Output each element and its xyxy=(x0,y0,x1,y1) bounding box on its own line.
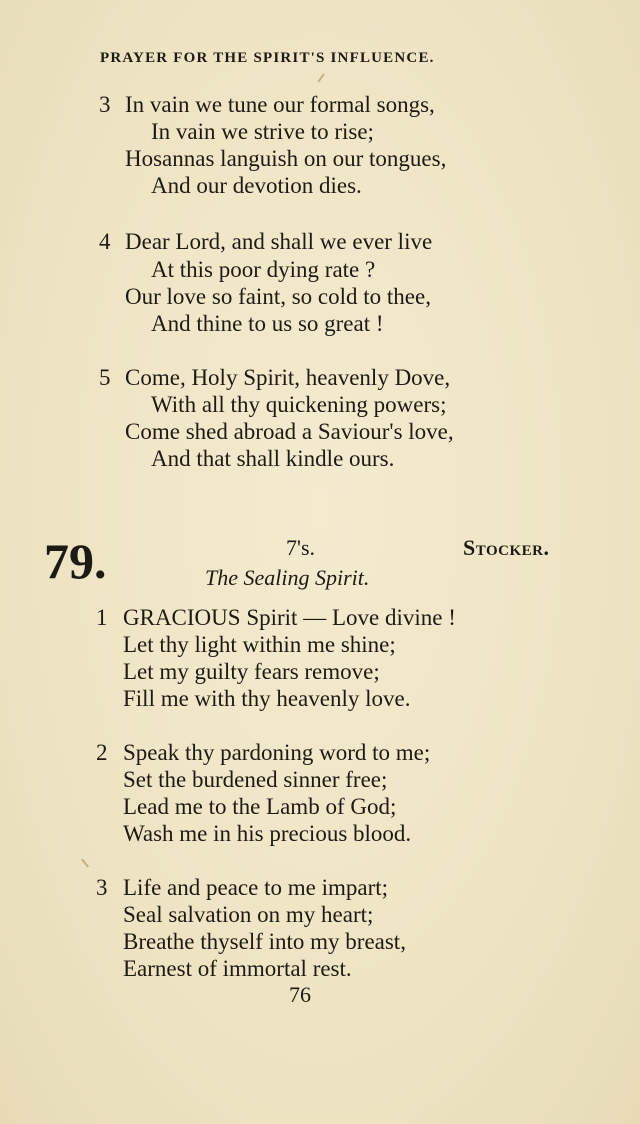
hymn-meter: 7's. xyxy=(286,535,316,560)
hymn-number: 79. xyxy=(44,533,107,589)
verse-line: Earnest of immortal rest. xyxy=(123,956,352,981)
running-head: PRAYER FOR THE SPIRIT'S INFLUENCE. xyxy=(100,50,435,66)
stanza-number: 3 xyxy=(99,92,111,117)
ink-mark xyxy=(81,859,89,868)
verse-line: Hosannas languish on our tongues, xyxy=(125,146,447,171)
verse-line: Life and peace to me impart; xyxy=(123,875,389,900)
verse-line: Set the burdened sinner free; xyxy=(123,767,388,792)
stanza-number: 4 xyxy=(99,229,111,254)
ink-mark xyxy=(317,73,324,82)
verse-line: At this poor dying rate ? xyxy=(151,257,376,282)
verse-line: Dear Lord, and shall we ever live xyxy=(125,229,433,254)
stanza-number: 5 xyxy=(99,365,111,390)
stanza-number: 3 xyxy=(96,875,108,900)
verse-line: Come, Holy Spirit, heavenly Dove, xyxy=(125,365,451,390)
tune-name: Stocker. xyxy=(463,535,550,560)
verse-line: Breathe thyself into my breast, xyxy=(123,929,406,954)
verse-line: Wash me in his precious blood. xyxy=(123,821,412,846)
verse-line: Come shed abroad a Saviour's love, xyxy=(125,419,454,444)
stanza-number: 1 xyxy=(96,605,108,630)
verse-line: Let my guilty fears remove; xyxy=(123,659,380,684)
verse-line: GRACIOUS Spirit — Love divine ! xyxy=(123,605,456,630)
page-number: 76 xyxy=(289,982,311,1007)
verse-line: In vain we tune our formal songs, xyxy=(125,92,435,117)
hymn-title: The Sealing Spirit. xyxy=(205,565,370,590)
verse-line: And our devotion dies. xyxy=(151,173,362,198)
verse-line: And that shall kindle ours. xyxy=(151,446,395,471)
verse-line: With all thy quickening powers; xyxy=(151,392,447,417)
verse-line: Seal salvation on my heart; xyxy=(123,902,374,927)
verse-line: Lead me to the Lamb of God; xyxy=(123,794,397,819)
verse-line: And thine to us so great ! xyxy=(151,311,384,336)
verse-line: Fill me with thy heavenly love. xyxy=(123,686,411,711)
verse-line: Let thy light within me shine; xyxy=(123,632,396,657)
verse-line: In vain we strive to rise; xyxy=(151,119,374,144)
verse-line: Speak thy pardoning word to me; xyxy=(123,740,431,765)
verse-line: Our love so faint, so cold to thee, xyxy=(125,284,431,309)
stanza-number: 2 xyxy=(96,740,108,765)
